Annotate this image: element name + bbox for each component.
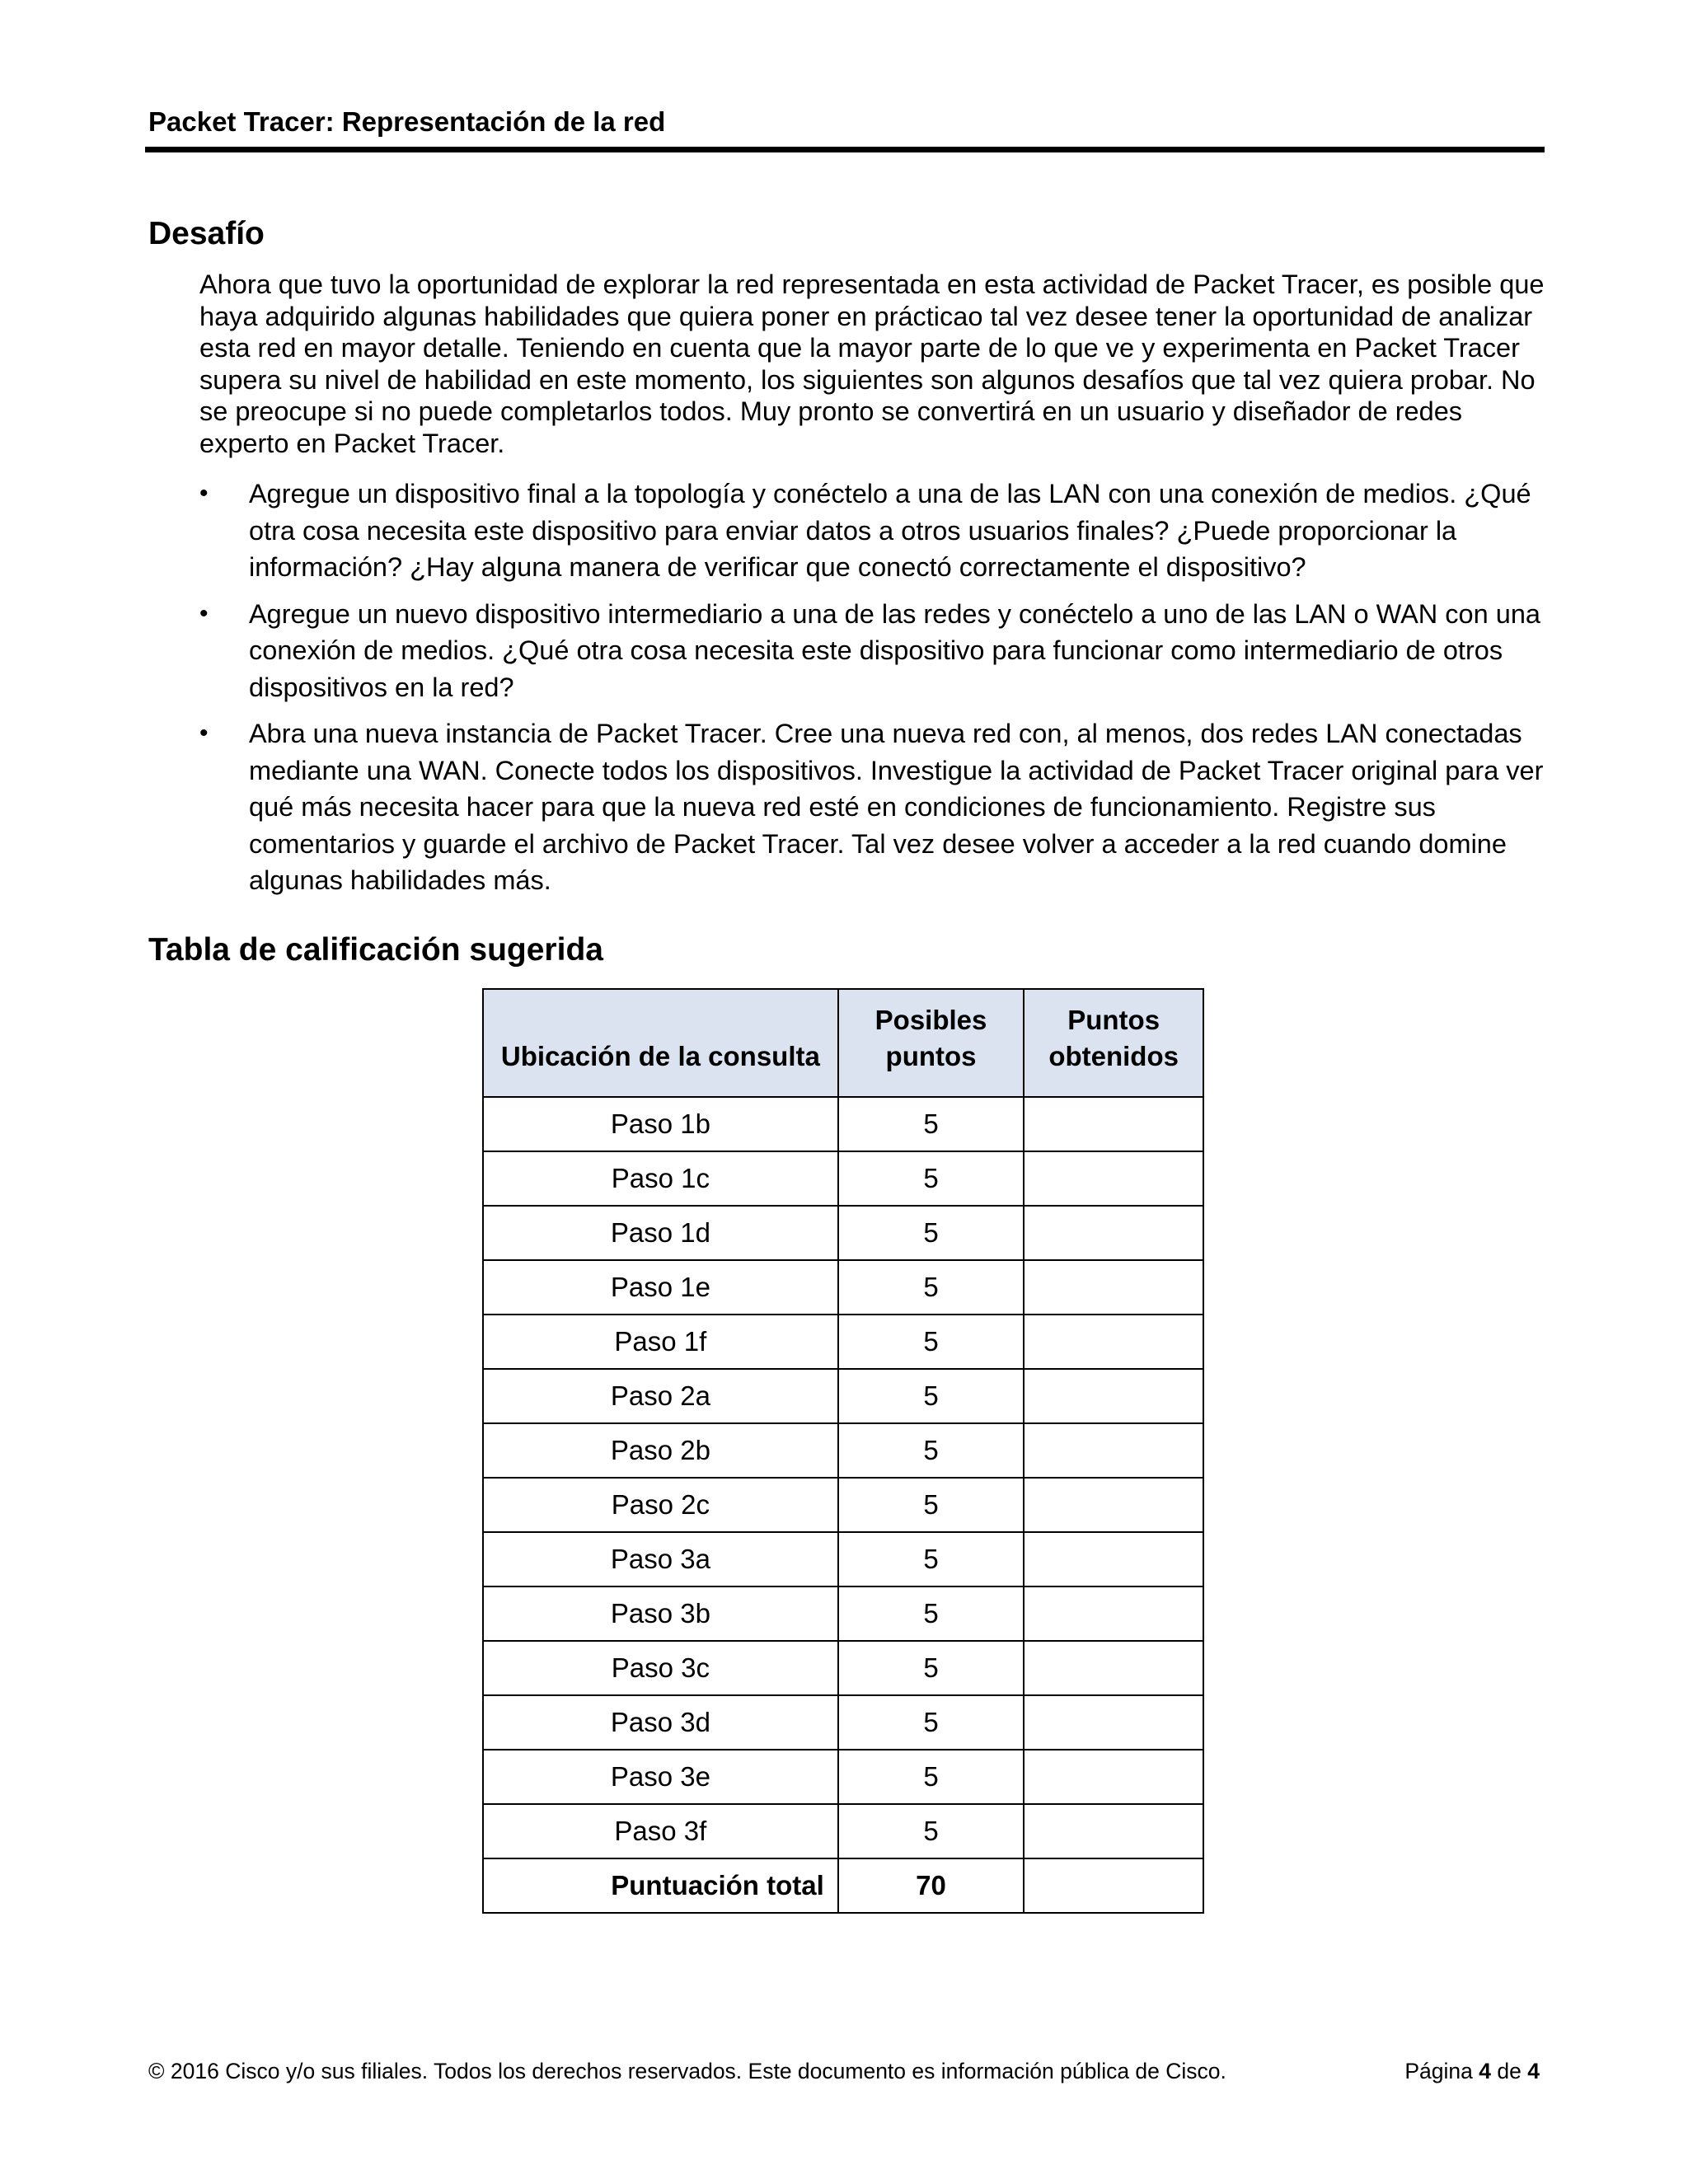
column-header-possible-points: Posibles puntos [838,989,1025,1097]
cell-location: Paso 3a [483,1532,838,1586]
bullet-text: Abra una nueva instancia de Packet Tracer. Cree una nueva red con, al menos, dos redes LAN conectadas mediante una WAN. Conecte todos los dispositivos. Investigue la actividad de Packet Tracer original para ver qué más necesita hacer para que la nueva red esté en condiciones de funcionamiento. Registre sus comentarios y guarde el archivo de Packet Tracer. Tal vez desee volver a acceder a la red cuando domine algunas habilidades más. [249,719,1544,895]
cell-location: Paso 2b [483,1423,838,1478]
cell-earned [1024,1315,1203,1369]
table-row [483,1206,1203,1260]
cell-location: Paso 1b [483,1097,838,1151]
total-possible: 70 [838,1858,1025,1913]
page-prefix: Página [1404,2059,1473,2083]
cell-location: Paso 3b [483,1586,838,1641]
cell-location: Paso 3d [483,1695,838,1750]
table-row [483,1750,1203,1804]
cell-earned [1024,1478,1203,1532]
grading-table-heading: Tabla de calificación sugerida [148,932,603,968]
column-header-location: Ubicación de la consulta [483,989,838,1097]
cell-earned [1024,1151,1203,1206]
bullet-dot-icon: • [199,719,209,747]
bullet-dot-icon: • [199,599,209,627]
cell-earned [1024,1206,1203,1260]
page-total: 4 [1527,2059,1540,2083]
table-row [483,1369,1203,1423]
cell-possible: 5 [838,1804,1025,1858]
cell-possible: 5 [838,1369,1025,1423]
cell-possible: 5 [838,1532,1025,1586]
column-header-earned-points: Puntos obtenidos [1024,989,1203,1097]
total-label: Puntuación total [483,1858,838,1913]
cell-earned [1024,1423,1203,1478]
challenge-heading: Desafío [148,216,265,251]
document-header-title: Packet Tracer: Representación de la red [148,106,666,137]
grading-table-header-row [483,989,1203,1097]
table-row [483,1641,1203,1695]
table-row [483,1097,1203,1151]
table-row [483,1804,1203,1858]
cell-location: Paso 1d [483,1206,838,1260]
cell-location: Paso 1c [483,1151,838,1206]
cell-possible: 5 [838,1097,1025,1151]
cell-possible: 5 [838,1315,1025,1369]
table-row [483,1532,1203,1586]
cell-possible: 5 [838,1478,1025,1532]
table-row [483,1260,1203,1315]
cell-possible: 5 [838,1641,1025,1695]
page-current: 4 [1479,2059,1492,2083]
bullet-text: Agregue un dispositivo final a la topología y conéctelo a una de las LAN con una conexión de medios. ¿Qué otra cosa necesita este dispositivo para enviar datos a otros usuarios finales? ¿Puede proporcionar la información? ¿Hay alguna manera de verificar que conectó correctamente el dispositivo? [249,479,1531,582]
cell-earned [1024,1586,1203,1641]
cell-earned [1024,1750,1203,1804]
bullet-item [199,715,1551,899]
cell-possible: 5 [838,1260,1025,1315]
cell-location: Paso 2c [483,1478,838,1532]
cell-possible: 5 [838,1586,1025,1641]
table-row [483,1586,1203,1641]
cell-earned [1024,1641,1203,1695]
header-divider [145,147,1545,152]
table-row [483,1695,1203,1750]
challenge-bullet-list [199,476,1551,909]
bullet-text: Agregue un nuevo dispositivo intermediario a una de las redes y conéctelo a uno de las LAN o WAN con una conexión de medios. ¿Qué otra cosa necesita este dispositivo para funcionar como intermediario de otros dispositivos en la red? [249,598,1540,702]
total-earned [1024,1858,1203,1913]
cell-possible: 5 [838,1206,1025,1260]
footer-page-number [1404,2058,1540,2084]
bullet-dot-icon: • [199,480,209,507]
table-row [483,1151,1203,1206]
cell-earned [1024,1369,1203,1423]
cell-possible: 5 [838,1750,1025,1804]
cell-possible: 5 [838,1423,1025,1478]
challenge-intro-paragraph: Ahora que tuvo la oportunidad de explorar la red representada en esta actividad de Packet Tracer, es posible que haya adquirido algunas habilidades que quiera poner en prácticao tal vez desee tener la oportunidad de analizar esta red en mayor detalle. Teniendo en cuenta que la mayor parte de lo que ve y experimenta en Packet Tracer supera su nivel de habilidad en este momento, los siguientes son algunos desafíos que tal vez quiera probar. No se preocupe si no puede completarlos todos. Muy pronto se convertirá en un usuario y diseñador de redes experto en Packet Tracer. [199,269,1545,458]
cell-earned [1024,1532,1203,1586]
footer-copyright: © 2016 Cisco y/o sus filiales. Todos los derechos reservados. Este documento es información pública de Cisco. [148,2059,1226,2083]
cell-location: Paso 3f [483,1804,838,1858]
cell-location: Paso 3e [483,1750,838,1804]
bullet-item [199,476,1551,586]
cell-possible: 5 [838,1151,1025,1206]
grading-table [482,988,1204,1914]
total-row [483,1858,1203,1913]
cell-earned [1024,1695,1203,1750]
cell-earned [1024,1804,1203,1858]
cell-location: Paso 3c [483,1641,838,1695]
cell-location: Paso 1e [483,1260,838,1315]
table-row [483,1478,1203,1532]
cell-location: Paso 2a [483,1369,838,1423]
cell-earned [1024,1097,1203,1151]
cell-location: Paso 1f [483,1315,838,1369]
cell-earned [1024,1260,1203,1315]
table-row [483,1423,1203,1478]
table-row [483,1315,1203,1369]
page-separator: de [1497,2059,1522,2083]
bullet-item [199,596,1551,706]
cell-possible: 5 [838,1695,1025,1750]
